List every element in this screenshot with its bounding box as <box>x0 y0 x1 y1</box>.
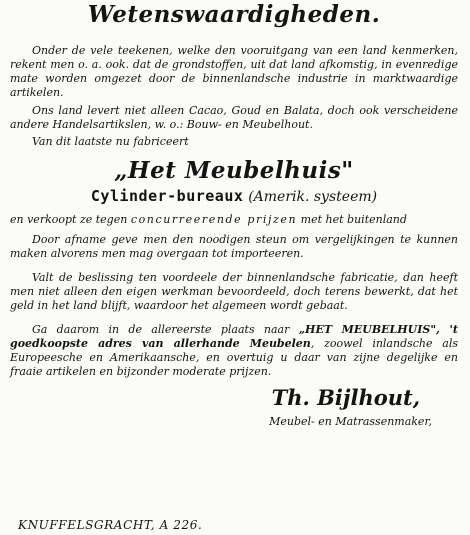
paragraph-call-to-action <box>10 323 458 379</box>
trade-title: Meubel- en Matrassenmaker, <box>269 415 432 428</box>
paragraph-fabricates: Van dit laatste nu fabriceert <box>32 135 189 148</box>
paragraph-support: Door afname geve men den noodigen steun om vergelijkingen te kunnen maken alvorens men mag overgaan tot importeeren. <box>10 233 458 260</box>
paragraph-decision: Valt de beslissing ten voordeele der binnenlandsche fabricatie, dan heeft men niet alleen den eigen werkman bevoordeeld, doch terens bewerkt, dat het geld in het land blijft, waardoor het algemeen wordt gebaat. <box>10 271 458 312</box>
cta-text-before: Ga daarom in de allereerste plaats naar <box>32 323 299 336</box>
paragraph-prices <box>10 213 458 227</box>
product-name: Cylinder-bureaux <box>90 187 244 205</box>
cta-text-after: , zoowel inlandsche als Europeesche en Amerikaansche, en overtuig u daar van zijne degelijke en fraaie artikelen en bijzonder moderate prijzen. <box>10 337 458 378</box>
paragraph-intro: Onder de vele teekenen, welke den vooruitgang van een land kenmerken, rekent men o. a. ook. dat de grondstoffen, uit dat land afkomstig, in evenredige mate worden omgezet door de binnenlandsche industrie in marktwaardige artikelen. <box>10 44 458 99</box>
product-line <box>10 186 458 207</box>
product-type: (Amerik. systeem) <box>248 189 378 205</box>
paragraph-products: Ons land levert niet alleen Cacao, Goud en Balata, doch ook verscheidene andere Handelsartikslen, w. o.: Bouw- en Meubelhout. <box>10 104 458 131</box>
heading: Wetenswaardigheden. <box>87 1 381 28</box>
prices-text-before: en verkoopt ze tegen <box>10 213 131 226</box>
signature: Th. Bijlhout, <box>271 385 420 410</box>
brand-name: „Het Meubelhuis" <box>114 157 354 184</box>
prices-spaced-text: concurreerende prijzen <box>130 213 298 226</box>
cta-bold-text: „HET MEUBELHUIS", 't goedkoopste adres van allerhande Meubelen <box>10 323 458 350</box>
prices-text-after: met het buitenland <box>297 213 407 226</box>
address: KNUFFELSGRACHT, A 226. <box>18 518 203 532</box>
